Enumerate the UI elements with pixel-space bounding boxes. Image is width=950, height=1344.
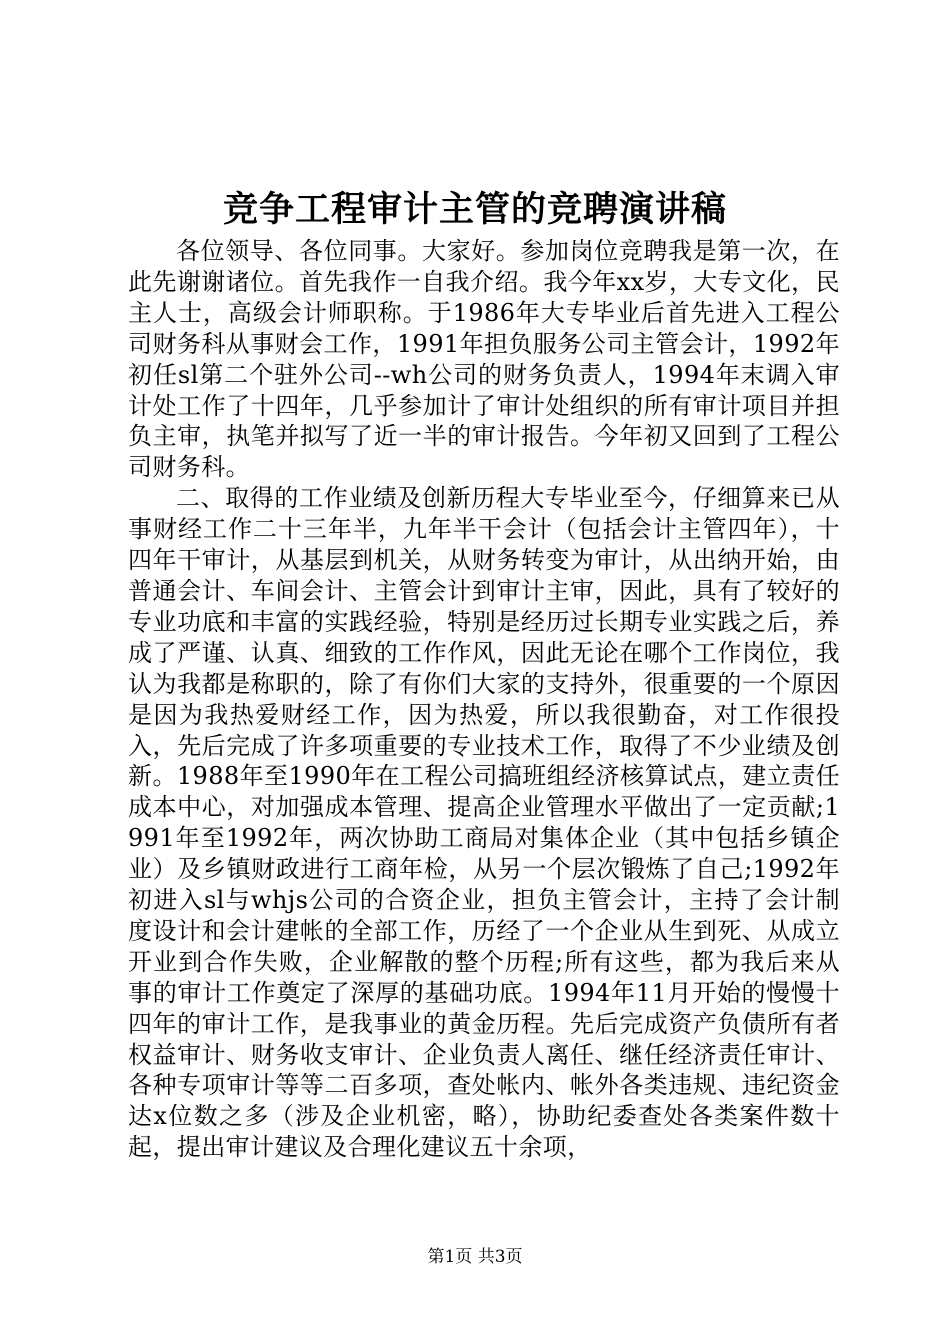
- page-footer: 第1页 共3页: [427, 1247, 523, 1267]
- document-title: 竞争工程审计主管的竞聘演讲稿: [222, 189, 727, 230]
- document-body: [128, 236, 840, 1163]
- paragraph-intro: 各位领导、各位同事。大家好。参加岗位竞聘我是第一次，在此先谢谢诸位。首先我作一自我介绍。我今年xx岁，大专文化，民主人士，高级会计师职称。于1986年大专毕业后首先进入工程公司财务科从事财会工作，1991年担负服务公司主管会计，1992年初任sl第二个驻外公司--wh公司的财务负责人，1994年末调入审计处工作了十四年，几乎参加计了审计处组织的所有审计项目并担负主审，执笔并拟写了近一半的审计报告。今年初又回到了工程公司财务科。: [128, 237, 840, 482]
- paragraph-achievements: 二、取得的工作业绩及创新历程大专毕业至今，仔细算来已从事财经工作二十三年半，九年半干会计（包括会计主管四年），十四年干审计，从基层到机关，从财务转变为审计，从出纳开始，由普通会计、车间会计、主管会计到审计主审，因此，具有了较好的专业功底和丰富的实践经验，特别是经历过长期专业实践之后，养成了严谨、认真、细致的工作作风，因此无论在哪个工作岗位，我认为我都是称职的，除了有你们大家的支持外，很重要的一个原因是因为我热爱财经工作，因为热爱，所以我很勤奋，对工作很投入，先后完成了许多项重要的专业技术工作，取得了不少业绩及创新。1988年至1990年在工程公司搞班组经济核算试点，建立责任成本中心，对加强成本管理、提高企业管理水平做出了一定贡献;1991年至1992年，两次协助工商局对集体企业（其中包括乡镇企业）及乡镇财政进行工商年检，从另一个层次锻炼了自己;1992年初进入sl与whjs公司的合资企业，担负主管会计，主持了会计制度设计和会计建帐的全部工作，历经了一个企业从生到死、从成立开业到合作失败，企业解散的整个历程;所有这些，都为我后来从事的审计工作奠定了深厚的基础功底。1994年11月开始的慢慢十四年的审计工作，是我事业的黄金历程。先后完成资产负债所有者权益审计、财务收支审计、企业负责人离任、继任经济责任审计、各种专项审计等等二百多项，查处帐内、帐外各类违规、违纪资金达x位数之多（涉及企业机密，略），协助纪委查处各类案件数十起，提出审计建议及合理化建议五十余项，: [128, 484, 840, 1162]
